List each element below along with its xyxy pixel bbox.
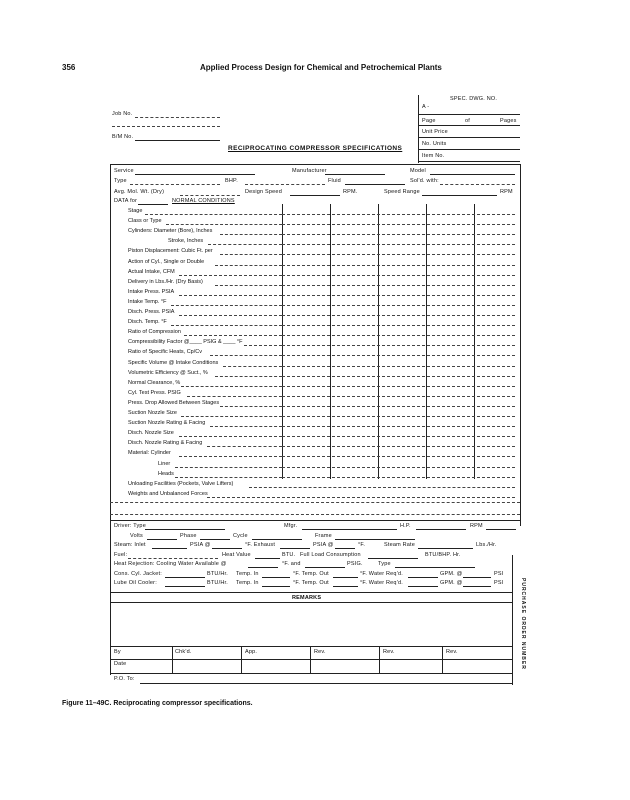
steam-inlet-label: Steam: Inlet (114, 542, 146, 548)
spec-row-label: Ratio of Compression (128, 329, 181, 335)
spec-row-label: Intake Press. PSIA (128, 289, 175, 295)
spec-row-line[interactable] (179, 275, 282, 276)
psig-label: PSIG. (347, 561, 363, 567)
volts-label: Volts (130, 533, 143, 539)
form-title: RECIPROCATING COMPRESSOR SPECIFICATIONS (228, 145, 403, 152)
spec-row-line[interactable] (187, 396, 282, 397)
spec-row-cells[interactable] (282, 467, 515, 468)
spec-row-line[interactable] (181, 386, 282, 387)
service-label: Service (114, 168, 134, 174)
spec-row-label: Disch. Temp. °F (128, 319, 167, 325)
spec-row-cells[interactable] (282, 477, 515, 478)
sold-with-label: Sol'd. with: (410, 178, 439, 184)
manufacturer-label: Manufacturer (292, 168, 327, 174)
spec-row-label: Stroke, Inches (168, 238, 204, 244)
fluid-label: Fluid (328, 178, 341, 184)
spec-row-line[interactable] (179, 456, 282, 457)
heat-value-label: Heat Value (222, 552, 251, 558)
f-and-label: °F. and (282, 561, 301, 567)
spec-row-line[interactable] (223, 366, 282, 367)
spec-row-cells[interactable] (282, 386, 515, 387)
spec-row-cells[interactable] (282, 315, 515, 316)
spec-row-label: Material: Cylinder (128, 450, 171, 456)
rpm-label: RPM. (343, 189, 358, 195)
jacket-btu-hr-label: BTU/Hr. (207, 571, 228, 577)
spec-row-label: Cylinders: Diameter (Bore), Inches (128, 228, 213, 234)
spec-row-label: Action of Cyl., Single or Double (128, 259, 205, 265)
figure-caption: Figure 11–49C. Reciprocating compressor specifications. (62, 700, 253, 707)
spec-row-line[interactable] (184, 335, 282, 336)
frame-label: Frame (315, 533, 332, 539)
page-label: Page (422, 118, 436, 124)
spec-row-label: Ratio of Specific Heats, Cp/Cv (128, 349, 202, 355)
spec-row-cells[interactable] (282, 265, 515, 266)
spec-row-line[interactable] (220, 234, 282, 235)
spec-row-line[interactable] (181, 416, 282, 417)
cycle-label: Cycle (233, 533, 248, 539)
no-units-label: No. Units (422, 141, 447, 147)
driver-type-label: Driver: Type (114, 523, 146, 529)
spec-row-cells[interactable] (282, 325, 515, 326)
spec-row-label: Disch. Nozzle Rating & Facing (128, 440, 203, 446)
phase-label: Phase (180, 533, 197, 539)
spec-row-cells[interactable] (282, 416, 515, 417)
rpm2-label: RPM (500, 189, 513, 195)
spec-row-label: Intake Temp. °F (128, 299, 167, 305)
po-to-label: P.O. To: (114, 676, 135, 682)
book-title: Applied Process Design for Chemical and Petrochemical Plants (200, 63, 442, 72)
fuel-label: Fuel: (114, 552, 128, 558)
spec-row-line[interactable] (175, 477, 282, 478)
speed-range-label: Speed Range (384, 189, 420, 195)
spec-row-label: Unloading Facilities (Pockets, Valve Lifters) (128, 481, 234, 487)
driver-rpm-label: RPM (470, 523, 483, 529)
purchase-order-number-side-label: PURCHASE ORDER NUMBER (520, 578, 526, 670)
jacket-water-reqd-label: °F. Water Req'd. (360, 571, 403, 577)
page-number: 356 (62, 63, 76, 72)
spec-row-label: Disch. Press. PSIA (128, 309, 175, 315)
by-label: By (114, 649, 121, 655)
bhp-label: BHP. (225, 178, 238, 184)
steam-psia-at-label: PSIA @ (190, 542, 211, 548)
rev2-label: Rev. (383, 649, 395, 655)
unit-price-label: Unit Price (422, 129, 448, 135)
spec-row-cells[interactable] (282, 254, 515, 255)
lube-btu-hr-label: BTU/Hr. (207, 580, 228, 586)
spec-row-label: Class or Type (128, 218, 162, 224)
spec-row-line[interactable] (244, 345, 282, 346)
cooling-type-label: Type (378, 561, 391, 567)
spec-row-cells[interactable] (282, 244, 515, 245)
spec-row-cells[interactable] (282, 446, 515, 447)
spec-row-cells[interactable] (282, 355, 515, 356)
spec-row-line[interactable] (175, 467, 282, 468)
spec-row-label: Piston Displacement: Cubic Ft. per (128, 248, 213, 254)
pages-label: Pages (500, 118, 517, 124)
spec-row-cells[interactable] (282, 426, 515, 427)
spec-row-cells[interactable] (282, 376, 515, 377)
spec-row-cells[interactable] (282, 224, 515, 225)
bm-no-label: B/M No. (112, 134, 134, 140)
spec-row-cells[interactable] (282, 366, 515, 367)
rev3-label: Rev. (446, 649, 458, 655)
spec-row-line[interactable] (179, 436, 282, 437)
chkd-label: Chk'd. (175, 649, 192, 655)
lube-water-reqd-label: °F. Water Req'd. (360, 580, 403, 586)
data-for-label: DATA for (114, 198, 138, 204)
jacket-psi-label: PSI (494, 571, 504, 577)
spec-row-cells[interactable] (282, 214, 515, 215)
type-label: Type (114, 178, 127, 184)
steam-psia-at2-label: PSIA @ (313, 542, 334, 548)
btu-label: BTU. (282, 552, 296, 558)
avg-mol-wt-label: Avg. Mol. Wt. (Dry) (114, 189, 165, 195)
spec-row-label: Press. Drop Allowed Between Stages (128, 400, 220, 406)
app-label: App. (245, 649, 258, 655)
job-no-label: Job No. (112, 111, 133, 117)
spec-row-line[interactable] (207, 446, 282, 447)
spec-row-line[interactable] (171, 325, 282, 326)
steam-f2-label: °F. (358, 542, 366, 548)
lube-oil-cooler-label: Lube Oil Cooler: (114, 580, 157, 586)
spec-row-cells[interactable] (282, 406, 515, 407)
spec-row-cells[interactable] (282, 335, 515, 336)
jacket-temp-out-label: °F. Temp. Out (293, 571, 329, 577)
spec-row-cells[interactable] (282, 234, 515, 235)
lube-gpm-at-label: GPM. @ (440, 580, 463, 586)
date-label: Date (114, 661, 127, 667)
spec-row-line[interactable] (179, 315, 282, 316)
spec-dwg-no-label: SPEC. DWG. NO. (450, 96, 498, 102)
spec-row-label: Disch. Nozzle Size (128, 430, 174, 436)
steam-rate-label: Steam Rate (384, 542, 416, 548)
steam-exhaust-label: °F. Exhaust (245, 542, 276, 548)
spec-row-line[interactable] (249, 487, 515, 488)
spec-row-cells[interactable] (282, 396, 515, 397)
lube-temp-in-label: Temp. In (236, 580, 259, 586)
rev1-label: Rev. (314, 649, 326, 655)
model-label: Model (410, 168, 426, 174)
full-load-label: Full Load Consumption (300, 552, 361, 558)
spec-row-label: Suction Nozzle Size (128, 410, 177, 416)
spec-row-line[interactable] (171, 305, 282, 306)
lube-temp-out-label: °F. Temp. Out (293, 580, 329, 586)
lube-psi-label: PSI (494, 580, 504, 586)
jacket-gpm-at-label: GPM. @ (440, 571, 463, 577)
spec-row-cells[interactable] (282, 295, 515, 296)
item-no-label: Item No. (422, 153, 445, 159)
btu-bhp-label: BTU/BHP. Hr. (425, 552, 461, 558)
spec-row-label: Stage (128, 208, 143, 214)
of-label: of (465, 118, 470, 124)
spec-row-cells[interactable] (282, 285, 515, 286)
lbs-hr-label: Lbs./Hr. (476, 542, 497, 548)
spec-row-line[interactable] (179, 295, 282, 296)
spec-row-line[interactable] (220, 406, 282, 407)
normal-conditions-label: NORMAL CONDITIONS (172, 198, 235, 204)
spec-row-label: Specific Volume @ Intake Conditions (128, 360, 219, 366)
spec-row-cells[interactable] (282, 305, 515, 306)
a-label: A - (422, 104, 430, 110)
heat-rejection-label: Heat Rejection: Cooling Water Available @ (114, 561, 227, 567)
spec-row-label: Weights and Unbalanced Forces (128, 491, 208, 497)
spec-row-label: Heads (158, 471, 174, 477)
spec-row-line[interactable] (207, 497, 515, 498)
spec-row-line[interactable] (215, 376, 282, 377)
remarks-label: REMARKS (292, 595, 322, 601)
spec-row-label: Suction Nozzle Rating & Facing (128, 420, 206, 426)
spec-row-label: Volumetric Efficiency @ Suct., % (128, 370, 208, 376)
spec-row-label: Delivery in Lbs./Hr. (Dry Basis) (128, 279, 203, 285)
spec-row-line[interactable] (215, 265, 282, 266)
spec-row-line[interactable] (210, 426, 282, 427)
spec-row-line[interactable] (208, 244, 282, 245)
spec-row-label: Cyl. Test Press. PSIG (128, 390, 181, 396)
spec-row-cells[interactable] (282, 436, 515, 437)
spec-row-line[interactable] (166, 224, 282, 225)
spec-row-line[interactable] (210, 355, 282, 356)
spec-row-line[interactable] (145, 214, 282, 215)
spec-row-label: Liner (158, 461, 171, 467)
spec-row-line[interactable] (215, 285, 282, 286)
spec-row-cells[interactable] (282, 456, 515, 457)
cons-cyl-jacket-label: Cons. Cyl. Jacket: (114, 571, 162, 577)
mfgr-label: Mfgr. (284, 523, 298, 529)
design-speed-label: Design Speed (245, 189, 282, 195)
spec-row-label: Normal Clearance, % (128, 380, 181, 386)
spec-row-label: Actual Intake, CFM (128, 269, 175, 275)
spec-row-line[interactable] (220, 254, 282, 255)
spec-row-cells[interactable] (282, 275, 515, 276)
spec-row-label: Compressibility Factor @____ PSIG & ____ °F (128, 339, 243, 345)
spec-row-cells[interactable] (282, 345, 515, 346)
hp-label: H.P. (400, 523, 411, 529)
jacket-temp-in-label: Temp. In (236, 571, 259, 577)
